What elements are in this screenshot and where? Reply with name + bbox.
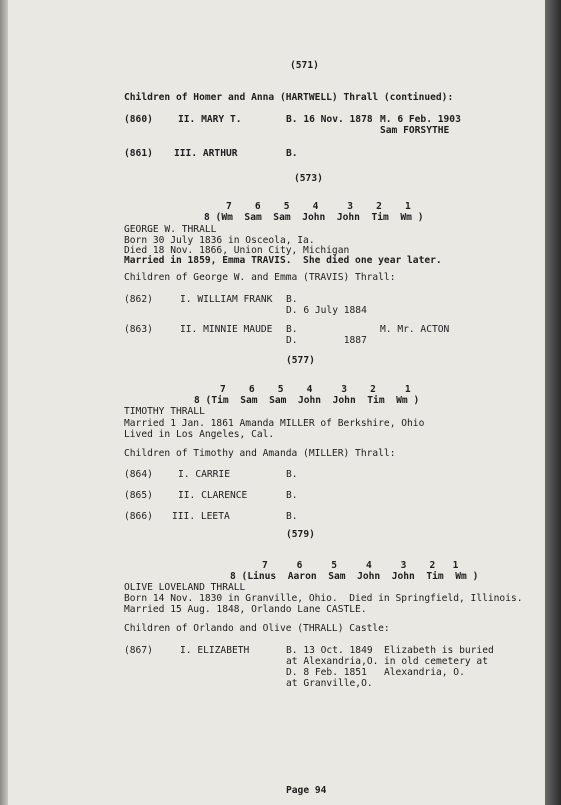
entry-867-detail-line: at Granville,O. — [286, 678, 373, 689]
section4-generation-numbers: 7 6 5 4 3 2 1 — [262, 560, 459, 571]
entry-862-number: (862) — [124, 294, 153, 305]
entry-867-name: I. ELIZABETH — [180, 645, 250, 656]
entry-864-birth: B. — [286, 469, 298, 480]
entry-866-number: (866) — [124, 511, 153, 522]
section3-person: TIMOTHY THRALL — [124, 406, 205, 417]
entry-867-detail-line: B. 13 Oct. 1849 — [286, 645, 373, 656]
section1-heading: Children of Homer and Anna (HARTWELL) Thrall (continued): — [124, 92, 454, 103]
section3-generation-names: 8 (Tim Sam Sam John John Tim Wm ) — [194, 395, 420, 406]
entry-862-birth: B. — [286, 294, 298, 305]
entry-861-birth: B. — [286, 148, 298, 159]
page-footer: Page 94 — [286, 785, 327, 796]
page-edge-right — [545, 0, 561, 805]
section4-person: OLIVE LOVELAND THRALL — [124, 582, 246, 593]
entry-867-note-line: Elizabeth is buried — [384, 645, 494, 656]
entry-862-name: I. WILLIAM FRANK — [180, 294, 273, 305]
section3-number: (577) — [286, 355, 315, 366]
entry-867-number: (867) — [124, 645, 153, 656]
section4-bio-line: Born 14 Nov. 1830 in Granville, Ohio. Died in Springfield, Illinois. — [124, 593, 523, 604]
entry-863-number: (863) — [124, 324, 153, 335]
entry-864-number: (864) — [124, 469, 153, 480]
section3-generation-numbers: 7 6 5 4 3 2 1 — [220, 384, 411, 395]
section2-number: (573) — [294, 173, 323, 184]
entry-866-birth: B. — [286, 511, 298, 522]
section3-children-heading: Children of Timothy and Amanda (MILLER) Thrall: — [124, 448, 396, 459]
section4-number: (579) — [286, 529, 315, 540]
document-page — [8, 0, 545, 805]
entry-860-spouse: Sam FORSYTHE — [380, 125, 450, 136]
entry-863-birth: B. — [286, 324, 298, 335]
entry-863-death: D. 1887 — [286, 335, 367, 346]
entry-862-death: D. 6 July 1884 — [286, 305, 367, 316]
section4-children-heading: Children of Orlando and Olive (THRALL) Castle: — [124, 623, 390, 634]
entry-865-name: II. CLARENCE — [178, 490, 248, 501]
entry-861-number: (861) — [124, 148, 153, 159]
page-header: (571) — [290, 60, 319, 71]
section4-bio-line: Married 15 Aug. 1848, Orlando Lane CASTLE. — [124, 604, 367, 615]
entry-861-name: III. ARTHUR — [174, 148, 238, 159]
page-edge-left — [0, 0, 8, 805]
entry-860-birth: B. 16 Nov. 1878 — [286, 114, 373, 125]
section2-generation-names: 8 (Wm Sam Sam John John Tim Wm ) — [204, 212, 424, 223]
entry-864-name: I. CARRIE — [178, 469, 230, 480]
entry-867-detail-line: D. 8 Feb. 1851 — [286, 667, 367, 678]
entry-865-birth: B. — [286, 490, 298, 501]
entry-867-note-line: in old cemetery at — [384, 656, 488, 667]
entry-863-marriage: M. Mr. ACTON — [380, 324, 450, 335]
section3-bio-line: Lived in Los Angeles, Cal. — [124, 429, 275, 440]
section3-bio-line: Married 1 Jan. 1861 Amanda MILLER of Berkshire, Ohio — [124, 418, 425, 429]
section2-generation-numbers: 7 6 5 4 3 2 1 — [226, 201, 411, 212]
entry-867-detail-line: at Alexandria,O. — [286, 656, 379, 667]
entry-863-name: II. MINNIE MAUDE — [180, 324, 273, 335]
section2-bio-line: Married in 1859, Emma TRAVIS. She died one year later. — [124, 255, 442, 266]
entry-860-name: II. MARY T. — [178, 114, 242, 125]
section4-generation-names: 8 (Linus Aaron Sam John John Tim Wm ) — [230, 571, 479, 582]
entry-860-marriage: M. 6 Feb. 1903 — [380, 114, 461, 125]
entry-866-name: III. LEETA — [172, 511, 230, 522]
entry-860-number: (860) — [124, 114, 153, 125]
section2-bio-line: Died 18 Nov. 1866, Union City, Michigan — [124, 245, 350, 256]
section2-person: GEORGE W. THRALL — [124, 224, 217, 235]
entry-865-number: (865) — [124, 490, 153, 501]
entry-867-note-line: Alexandria, O. — [384, 667, 465, 678]
section2-bio-line: Born 30 July 1836 in Osceola, Ia. — [124, 235, 315, 246]
section2-children-heading: Children of George W. and Emma (TRAVIS) Thrall: — [124, 272, 396, 283]
